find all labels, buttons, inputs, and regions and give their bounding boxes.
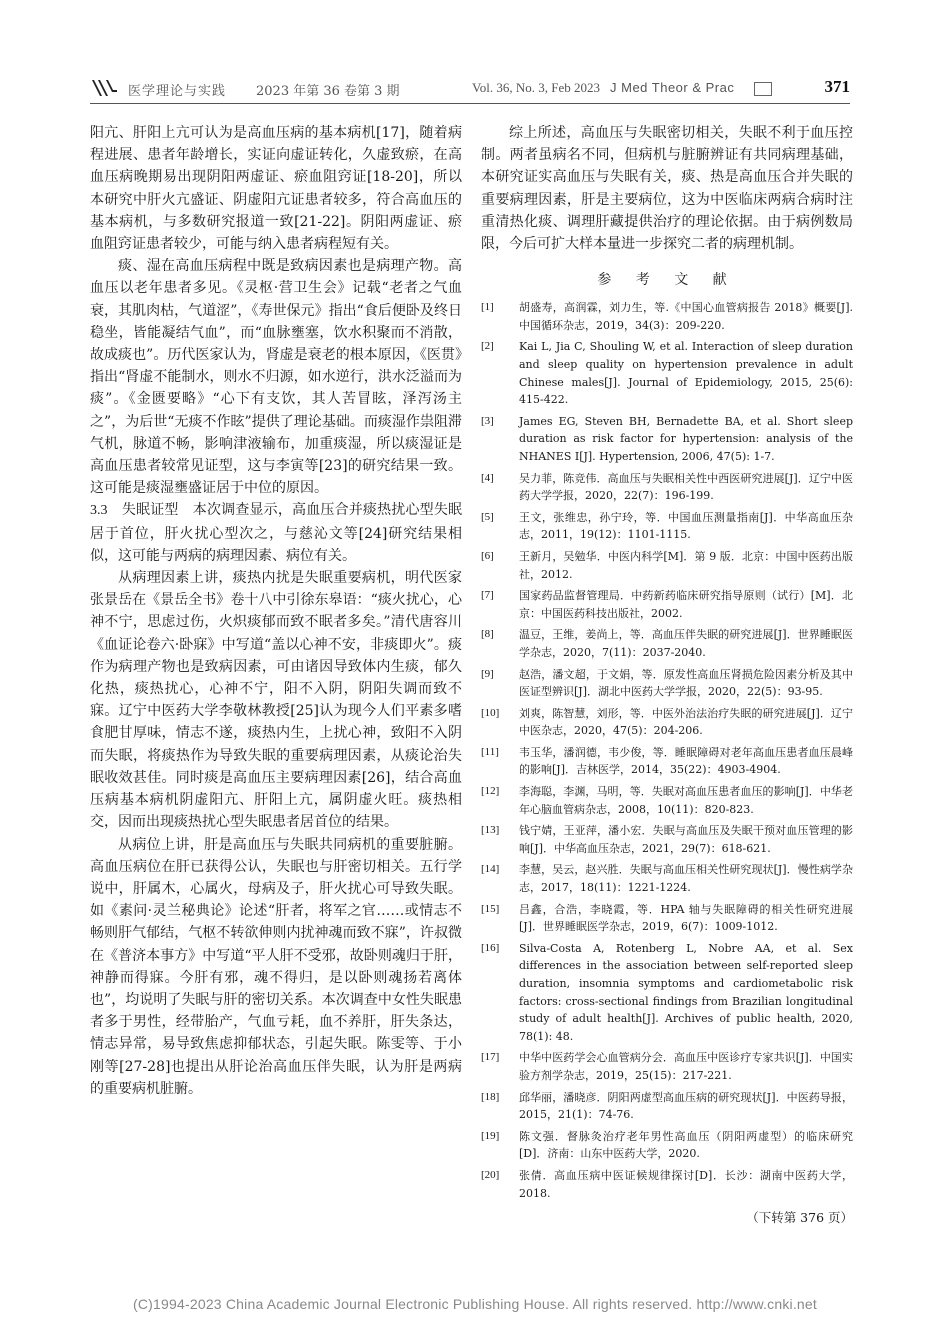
- section-text: 失眠证型 本次调查显示，高血压合并痰热扰心型失眠居于首位，肝火扰心型次之，与慈沁文等[24]研究结果相似，这可能与两病的病理因素、病位有关。: [90, 502, 463, 564]
- reference-text: 韦玉华，潘润德，韦少俊，等．睡眠障碍对老年高血压患者血压晨峰的影响[J]．吉林医学，2014，35(22)：4903-4904.: [519, 745, 853, 777]
- left-column: [90, 122, 462, 1100]
- reference-number: [17]: [481, 1051, 500, 1064]
- reference-item: [481, 940, 853, 1046]
- reference-text: 王新月，吴勉华．中医内科学[M]．第 9 版．北京：中国中医药出版社，2012.: [519, 549, 853, 581]
- reference-text: 吴力菲，陈竞伟．高血压与失眠相关性中西医研究进展[J]．辽宁中医药大学学报，2020，22(7)：196-199.: [519, 471, 853, 503]
- reference-item: [481, 1089, 853, 1124]
- reference-text: 张倩．高血压病中医证候规律探讨[D]．长沙：湖南中医药大学，2018.: [519, 1168, 853, 1200]
- reference-text: 李海聪，李渊，马明，等．失眠对高血压患者血压的影响[J]．中华老年心脑血管病杂志，2008，10(11)：820-823.: [519, 785, 853, 816]
- reference-text: 钱宁婧，王亚萍，潘小宏．失眠与高血压及失眠干预对血压管理的影响[J]．中华高血压杂志，2021，29(7)：618-621.: [519, 824, 853, 855]
- reference-number: [5]: [481, 510, 494, 523]
- reference-number: [4]: [481, 471, 494, 484]
- reference-number: [11]: [481, 745, 499, 758]
- journal-logo-icon: [90, 78, 118, 98]
- section-paragraph: [90, 499, 462, 567]
- reference-number: [19]: [481, 1129, 500, 1142]
- reference-number: [9]: [481, 667, 494, 680]
- reference-text: 国家药品监督管理局．中药新药临床研究指导原则（试行）[M]．北京：中国医药科技出版社，2002.: [519, 589, 853, 620]
- reference-item: [481, 338, 853, 408]
- section-number: 3.3: [90, 503, 108, 519]
- page-number: 371: [824, 77, 850, 96]
- reference-item: [481, 509, 853, 544]
- reference-item: [481, 1167, 853, 1202]
- reference-text: James EG, Steven BH, Bernadette BA, et al. Short sleep duration as risk factor for hypertension: analysis of the NHANES Ⅰ[J]. Hypertension, 2006, 47(5): 1-7.: [519, 414, 853, 463]
- reference-number: [8]: [481, 628, 494, 641]
- reference-item: [481, 783, 853, 818]
- reference-item: [481, 822, 853, 857]
- reference-item: [481, 666, 853, 701]
- reference-text: 中华中医药学会心血管病分会．高血压中医诊疗专家共识[J]．中国实验方剂学杂志，2019，25(15)：217-221.: [519, 1051, 853, 1082]
- references-title: 参 考 文 献: [597, 272, 737, 289]
- reference-text: 陈文强．督脉灸治疗老年男性高血压（阴阳两虚型）的临床研究[D]．济南：山东中医药大学，2020.: [519, 1129, 853, 1161]
- paragraph: 痰、湿在高血压病程中既是致病因素也是病理产物。高血压以老年患者多见。《灵枢·营卫生会》记载“老者之气血衰，其肌肉枯，气道涩”，《寿世保元》指出“食后便卧及终日稳坐，皆能凝结气血”，而“血脉壅塞，饮水积聚而不消散，故成痰也”。历代医家认为，肾虚是衰老的根本原因，《医贯》指出“肾虚不能制水，则水不归源，如水逆行，洪水泛溢而为痰”。《金匮要略》“心下有支饮，其人苦冒眩，泽泻汤主之”，为后世“无痰不作眩”提供了理论基础。而痰湿作祟阻滞气机，脉道不畅，影响津液输布，加重痰湿，所以痰湿证是高血压患者较常见证型，这与李寅等[23]的研究结果一致。这可能是痰湿壅盛证居于中位的原因。: [90, 258, 462, 497]
- reference-item: [481, 548, 853, 583]
- reference-number: [7]: [481, 589, 494, 602]
- paragraph: 从病位上讲，肝是高血压与失眠共同病机的重要脏腑。高血压病位在肝已获得公认，失眠也与肝密切相关。五行学说中，肝属木，心属火，母病及子，肝火扰心可导致失眠。如《素问·灵兰秘典论》论述“肝者，将军之官……或情志不畅则肝气郁结，气枢不转欲伸则内扰神魂而致不寐”，许叔微在《普济本事方》中写道“平人肝不受邪，故卧则魂归于肝，神静而得寐。今肝有邪，魂不得归，是以卧则魂扬若离体也”，均说明了失眠与肝的密切关系。本次调查中女性失眠患者多于男性，经带胎产，气血亏耗，血不养肝，肝失条达，情志异常，易导致焦虑抑郁状态，引起失眠。陈雯等、于小刚等[27-28]也提出从肝论治高血压伴失眠，认为肝是两病的重要病机脏腑。: [90, 836, 462, 1097]
- reference-number: [20]: [481, 1168, 500, 1181]
- reference-item: [481, 861, 853, 896]
- page-header: [90, 78, 860, 102]
- reference-number: [10]: [481, 706, 500, 719]
- reference-item: [481, 470, 853, 505]
- reference-text: 刘爽，陈智慧，刘形，等．中医外治法治疗失眠的研究进展[J]．辽宁中医杂志，2020，47(5)：204-206.: [519, 706, 853, 738]
- right-column: [481, 122, 853, 1226]
- reference-number: [12]: [481, 785, 500, 798]
- reference-number: [2]: [481, 340, 494, 353]
- header-journal-abbr: J Med Theor & Prac: [610, 80, 735, 95]
- reference-text: Kai L, Jia C, Shouling W, et al. Interaction of sleep duration and sleep quality on hypertension prevalence in adult Chinese males[J]. Journal of Epidemiology, 2015, 25(6): 415-422.: [519, 340, 853, 407]
- reference-item: [481, 901, 853, 936]
- reference-number: [14]: [481, 863, 500, 876]
- paragraph: 阳亢、肝阳上亢可认为是高血压病的基本病机[17]，随着病程进展、患者年龄增长，实证向虚证转化，久虚致瘀，在高血压病晚期易出现阴阳两虚证、瘀血阻窍证[18-20]，所以本研究中肝火亢盛证、阴虚阳亢证患者较多，符合高血压的基本病机，与多数研究报道一致[21-22]。阴阳两虚证、瘀血阻窍证患者较少，可能与纳入患者病程短有关。: [90, 125, 462, 253]
- header-box-mark: [754, 82, 772, 96]
- reference-item: [481, 1049, 853, 1084]
- continued-note: （下转第 376 页）: [746, 1210, 853, 1226]
- reference-number: [3]: [481, 414, 494, 427]
- reference-item: [481, 626, 853, 661]
- reference-item: [481, 744, 853, 779]
- reference-item: [481, 413, 853, 466]
- reference-item: [481, 1128, 853, 1163]
- reference-text: 胡盛寿，高润霖，刘力生，等.《中国心血管病报告 2018》概要[J]. 中国循环杂志，2019，34(3)：209-220.: [519, 301, 853, 332]
- reference-text: 吕鑫，合浩，李晓霞，等．HPA 轴与失眠障碍的相关性研究进展[J]．世界睡眠医学杂志，2019，6(7)：1009-1012.: [519, 902, 853, 934]
- reference-item: [481, 299, 853, 334]
- header-rule: [90, 103, 850, 104]
- reference-number: [1]: [481, 301, 494, 314]
- reference-item: [481, 705, 853, 740]
- reference-text: 赵浩，潘文超，于文娟，等．原发性高血压肾损危险因素分析及其中医证型辨识[J]．湖北中医药大学学报，2020，22(5)：93-95.: [519, 667, 853, 699]
- header-volume: Vol. 36, No. 3, Feb 2023: [472, 80, 600, 95]
- reference-item: [481, 587, 853, 622]
- reference-text: Silva-Costa A, Rotenberg L, Nobre AA, et al. Sex differences in the association between self-reported sleep duration, insomnia symptoms and cardiometabolic risk factors: cross-sectional findings from Brazilian longitudinal study of adult health[J]. Archives of public health, 2020, 78(1): 48.: [519, 941, 853, 1043]
- conclusion-paragraph: 综上所述，高血压与失眠密切相关，失眠不利于血压控制。两者虽病名不同，但病机与脏腑辨证有共同病理基础，本研究证实高血压与失眠有关，痰、热是高血压合并失眠的重要病理因素，肝是主要病位，这为中医临床两病合病时注重清热化痰、调理肝藏提供治疗的理论依据。由于病例数局限，今后可扩大样本量进一步探究二者的病理机制。: [481, 125, 853, 253]
- copyright-footer: (C)1994-2023 China Academic Journal Electronic Publishing House. All rights reserved. http://www.cnki.net: [133, 1296, 817, 1312]
- header-issue: 2023 年第 36 卷第 3 期: [256, 84, 400, 99]
- reference-text: 邱华丽，潘晓彦．阴阳两虚型高血压病的研究现状[J]．中医药导报，2015，21(1)：74-76.: [519, 1090, 853, 1122]
- reference-number: [13]: [481, 824, 500, 837]
- header-journal-name: 医学理论与实践: [128, 84, 227, 99]
- paragraph: 从病理因素上讲，痰热内扰是失眠重要病机，明代医家张景岳在《景岳全书》卷十八中引徐东皋语：“痰火扰心，心神不宁，思虑过伤，火炽痰郁而致不眠者多矣。”清代唐容川《血证论卷六·卧寐》中写道“盖以心神不安，非痰即火”。痰作为病理产物也是致病因素，可由诸因导致体内生痰，郁久化热，痰热扰心，心神不宁，阳不入阴，阴阳失调而致不寐。辽宁中医药大学李敬林教授[25]认为现今人们平素多嗜食肥甘厚味，情志不遂，痰热内生，上扰心神，致阳不入阴而失眠，将痰热作为导致失眠的重要病理因素，从痰论治失眠收效甚佳。同时痰是高血压主要病理因素[26]，结合高血压病基本病机阴虚阳亢、肝阳上亢，属阴虚火旺。痰热相交，因而出现痰热扰心型失眠患者居首位的结果。: [90, 570, 462, 831]
- reference-text: 温豆，王维，姜尚上，等．高血压伴失眠的研究进展[J]．世界睡眠医学杂志，2020，7(11)：2037-2040.: [519, 628, 853, 659]
- reference-list: [481, 299, 853, 1202]
- reference-number: [18]: [481, 1090, 500, 1103]
- reference-number: [6]: [481, 549, 494, 562]
- reference-number: [15]: [481, 902, 500, 915]
- reference-text: 王文，张维忠，孙宁玲，等．中国血压测量指南[J]．中华高血压杂志，2011，19(12)：1101-1115.: [519, 510, 853, 542]
- reference-number: [16]: [481, 941, 500, 954]
- reference-text: 李慧，吴云，赵兴胜．失眠与高血压相关性研究现状[J]．慢性病学杂志，2017，18(11)：1221-1224.: [519, 863, 853, 895]
